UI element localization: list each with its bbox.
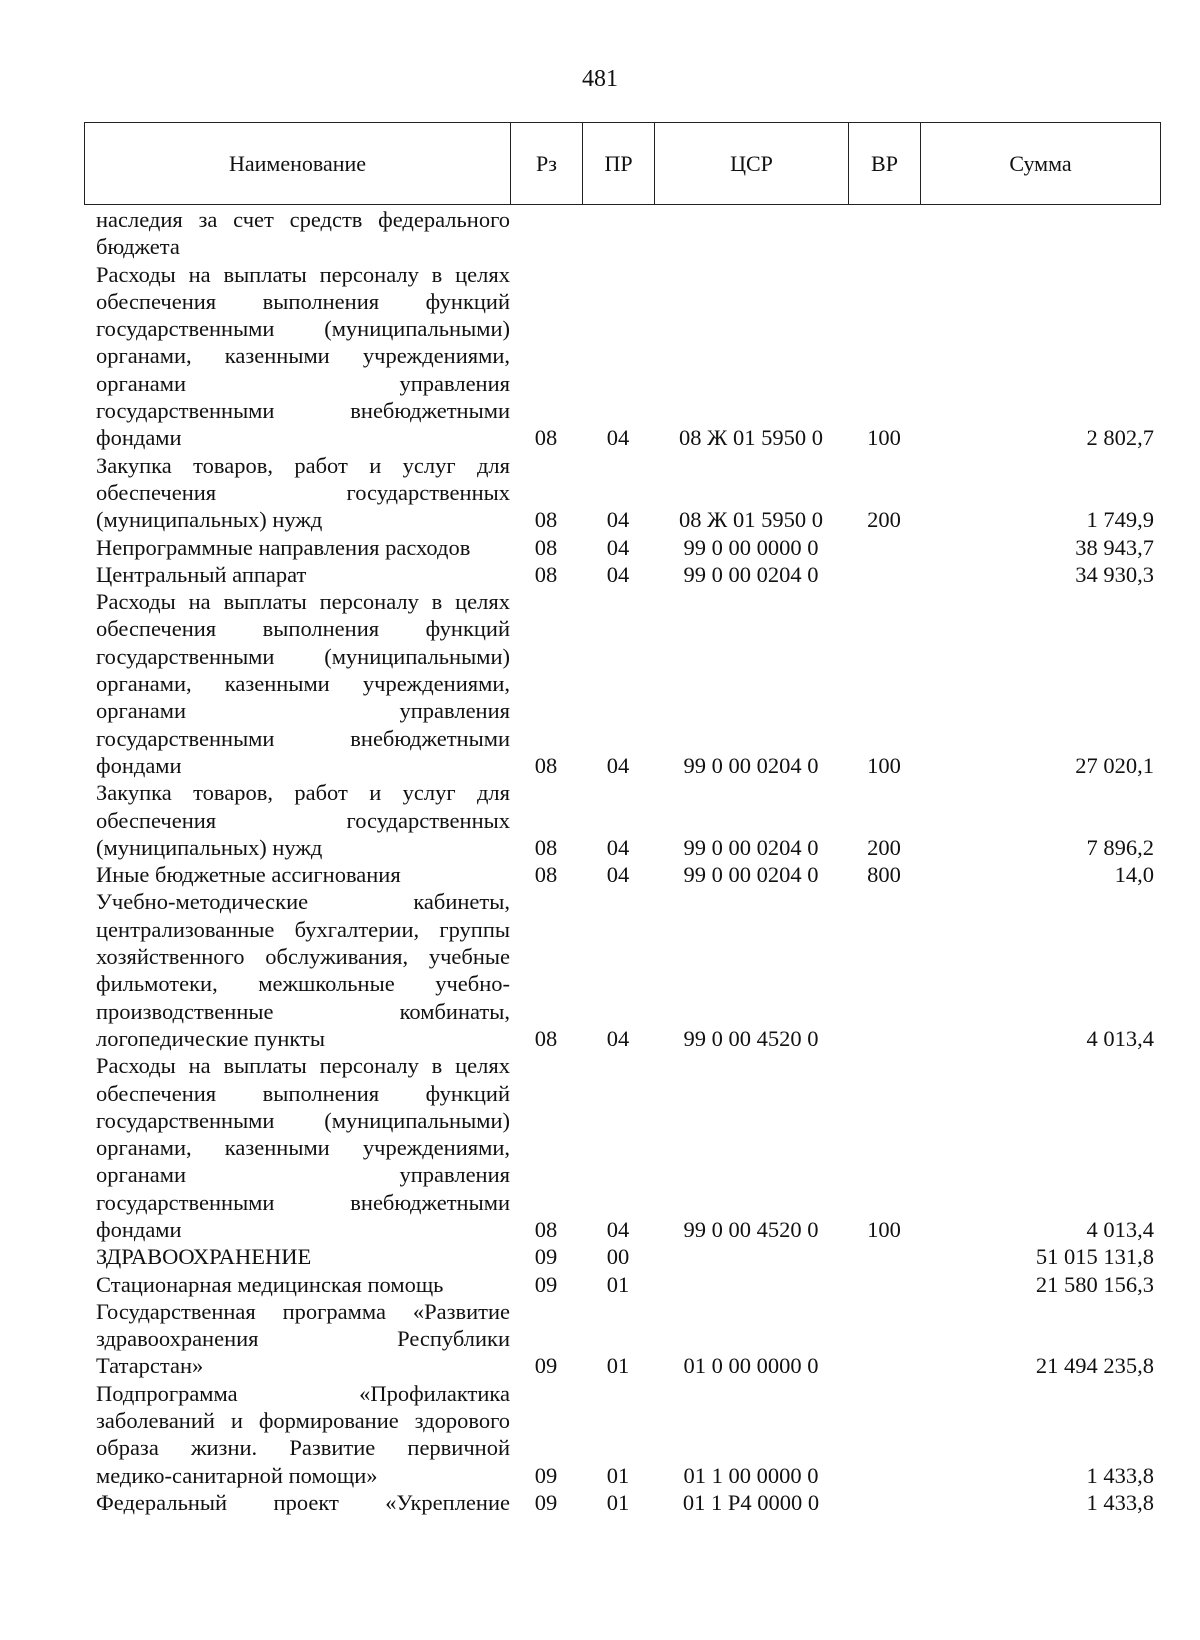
row-pr: 01 [606,1489,630,1515]
row-name-line: заболеваний и формирование здорового [96,1408,510,1434]
row-pr: 01 [606,1462,630,1488]
row-sum: 4 013,4 [1086,1025,1154,1051]
row-name [84,534,510,561]
row-name-line: (муниципальных) нужд [96,834,323,860]
row-name-line: Расходы на выплаты персоналу в целях [96,261,510,287]
row-csr: 01 0 00 0000 0 [683,1353,819,1379]
row-name [84,452,510,534]
table-row [84,1243,1160,1270]
row-name-line: обеспечения выполнения функций [96,1080,510,1106]
row-name-line: наследия за счет средств федерального [96,207,510,232]
row-rz: 09 [534,1271,558,1297]
table-row [84,888,1160,1052]
row-sum: 14,0 [1114,862,1154,888]
row-csr: 99 0 00 4520 0 [683,1025,819,1051]
table-row [84,261,1160,452]
row-name-line: государственными внебюджетными [96,398,510,424]
row-rz: 08 [534,561,558,587]
row-name [84,1243,510,1270]
table-row [84,1052,1160,1243]
row-name [84,779,510,861]
row-rz: 09 [534,1353,558,1379]
header-csr: ЦСР [655,123,849,205]
row-name-line: обеспечения выполнения функций [96,616,510,642]
row-name-line: обеспечения государственных [96,807,510,833]
row-name-line: Подпрограмма «Профилактика [96,1380,510,1406]
budget-table-body [84,206,1160,1516]
row-name-line: Стационарная медицинская помощь [96,1271,444,1297]
header-pr: ПР [583,123,655,205]
row-rz: 08 [534,1025,558,1051]
row-sum: 1 433,8 [1086,1489,1154,1515]
row-pr: 04 [606,752,630,778]
row-name [84,861,510,888]
row-name-line: государственными (муниципальными) [96,316,510,342]
row-rz: 08 [534,834,558,860]
row-name-line: фондами [96,1216,182,1242]
row-name-line: централизованные бухгалтерии, группы [96,916,510,942]
row-pr: 04 [606,834,630,860]
row-pr: 04 [606,534,630,560]
row-pr: 04 [606,862,630,888]
row-name-line: Закупка товаров, работ и услуг для [96,780,510,806]
row-rz: 08 [534,862,558,888]
row-name-line: образа жизни. Развитие первичной [96,1435,510,1461]
row-pr: 01 [606,1353,630,1379]
header-name: Наименование [85,123,511,205]
row-name-line: органами управления [96,698,510,724]
row-name-line: Татарстан» [96,1353,204,1379]
table-row [84,1271,1160,1298]
row-name-line: здравоохранения Республики [96,1326,510,1352]
row-pr: 01 [606,1271,630,1297]
row-name-line: органами, казенными учреждениями, [96,343,510,369]
table-row [84,206,1160,261]
row-pr: 04 [606,507,630,533]
row-vr: 200 [867,507,901,533]
row-name-line: Расходы на выплаты персоналу в целях [96,1053,510,1079]
row-name-line: бюджета [96,234,180,260]
table-row [84,561,1160,588]
row-pr: 04 [606,425,630,451]
row-sum: 7 896,2 [1086,834,1154,860]
row-name [84,561,510,588]
row-name-line: органами, казенными учреждениями, [96,1135,510,1161]
row-name [84,1298,510,1380]
table-row [84,1380,1160,1489]
row-name-line: органами управления [96,1162,510,1188]
header-vr: ВР [849,123,921,205]
row-name-line: фондами [96,752,182,778]
row-name-line: Центральный аппарат [96,561,307,587]
row-name-line: Государственная программа «Развитие [96,1298,510,1324]
row-name-line: Закупка товаров, работ и услуг для [96,452,510,478]
page-number: 481 [582,66,618,92]
row-vr: 100 [867,425,901,451]
row-name-line: обеспечения выполнения функций [96,288,510,314]
row-name-line: Иные бюджетные ассигнования [96,862,401,888]
row-sum: 1 433,8 [1086,1462,1154,1488]
row-rz: 08 [534,507,558,533]
row-vr: 200 [867,834,901,860]
row-name [84,888,510,1052]
table-row [84,861,1160,888]
row-pr: 00 [606,1244,630,1270]
row-name-line: фондами [96,425,182,451]
row-name-line: государственными внебюджетными [96,1189,510,1215]
row-sum: 2 802,7 [1086,425,1154,451]
row-rz: 09 [534,1489,558,1515]
header-rz: Рз [511,123,583,205]
table-row [84,588,1160,779]
row-name-line: государственными (муниципальными) [96,1107,510,1133]
row-csr: 99 0 00 4520 0 [683,1216,819,1242]
row-sum: 21 580 156,3 [1035,1271,1154,1297]
row-name-line: медико-санитарной помощи» [96,1462,378,1488]
row-sum: 34 930,3 [1075,561,1154,587]
table-row [84,1298,1160,1380]
row-csr: 08 Ж 01 5950 0 [679,507,823,533]
row-sum: 4 013,4 [1086,1216,1154,1242]
row-csr: 99 0 00 0204 0 [683,862,819,888]
table-row [84,779,1160,861]
row-name-line: Федеральный проект «Укрепление [96,1489,510,1515]
row-sum: 1 749,9 [1086,507,1154,533]
row-vr: 100 [867,1216,901,1242]
header-sum: Сумма [921,123,1161,205]
row-name [84,1489,510,1516]
row-rz: 08 [534,752,558,778]
row-csr: 08 Ж 01 5950 0 [679,425,823,451]
table-row [84,534,1160,561]
row-rz: 08 [534,534,558,560]
row-name-line: Непрограммные направления расходов [96,534,471,560]
row-sum: 27 020,1 [1075,752,1154,778]
row-name-line: логопедические пункты [96,1025,325,1051]
row-csr: 99 0 00 0204 0 [683,834,819,860]
row-name-line: (муниципальных) нужд [96,507,323,533]
row-name-line: государственными (муниципальными) [96,643,510,669]
row-csr: 99 0 00 0204 0 [683,752,819,778]
row-csr: 99 0 00 0000 0 [683,534,819,560]
row-sum: 38 943,7 [1075,534,1154,560]
row-name [84,588,510,779]
row-pr: 04 [606,561,630,587]
row-name-line: производственные комбинаты, [96,998,510,1024]
table-row [84,1489,1160,1516]
row-csr: 99 0 00 0204 0 [683,561,819,587]
row-rz: 09 [534,1244,558,1270]
row-name [84,206,510,261]
row-csr: 01 1 P4 0000 0 [682,1489,820,1515]
row-csr: 01 1 00 0000 0 [683,1462,819,1488]
row-name-line: органами управления [96,370,510,396]
row-name [84,1271,510,1298]
row-rz: 08 [534,1216,558,1242]
row-name [84,1380,510,1489]
row-name-line: государственными внебюджетными [96,725,510,751]
row-name [84,261,510,452]
row-rz: 08 [534,425,558,451]
row-name [84,1052,510,1243]
row-pr: 04 [606,1025,630,1051]
row-name-line: ЗДРАВООХРАНЕНИЕ [96,1244,312,1270]
row-name-line: обеспечения государственных [96,479,510,505]
row-name-line: Учебно-методические кабинеты, [96,889,510,915]
row-name-line: хозяйственного обслуживания, учебные [96,944,510,970]
row-vr: 100 [867,752,901,778]
budget-table-header [84,122,1161,205]
row-pr: 04 [606,1216,630,1242]
row-name-line: органами, казенными учреждениями, [96,671,510,697]
row-vr: 800 [867,862,901,888]
row-name-line: Расходы на выплаты персоналу в целях [96,589,510,615]
row-sum: 51 015 131,8 [1035,1244,1154,1270]
table-row [84,452,1160,534]
row-sum: 21 494 235,8 [1035,1353,1154,1379]
row-rz: 09 [534,1462,558,1488]
row-name-line: фильмотеки, межшкольные учебно- [96,971,510,997]
